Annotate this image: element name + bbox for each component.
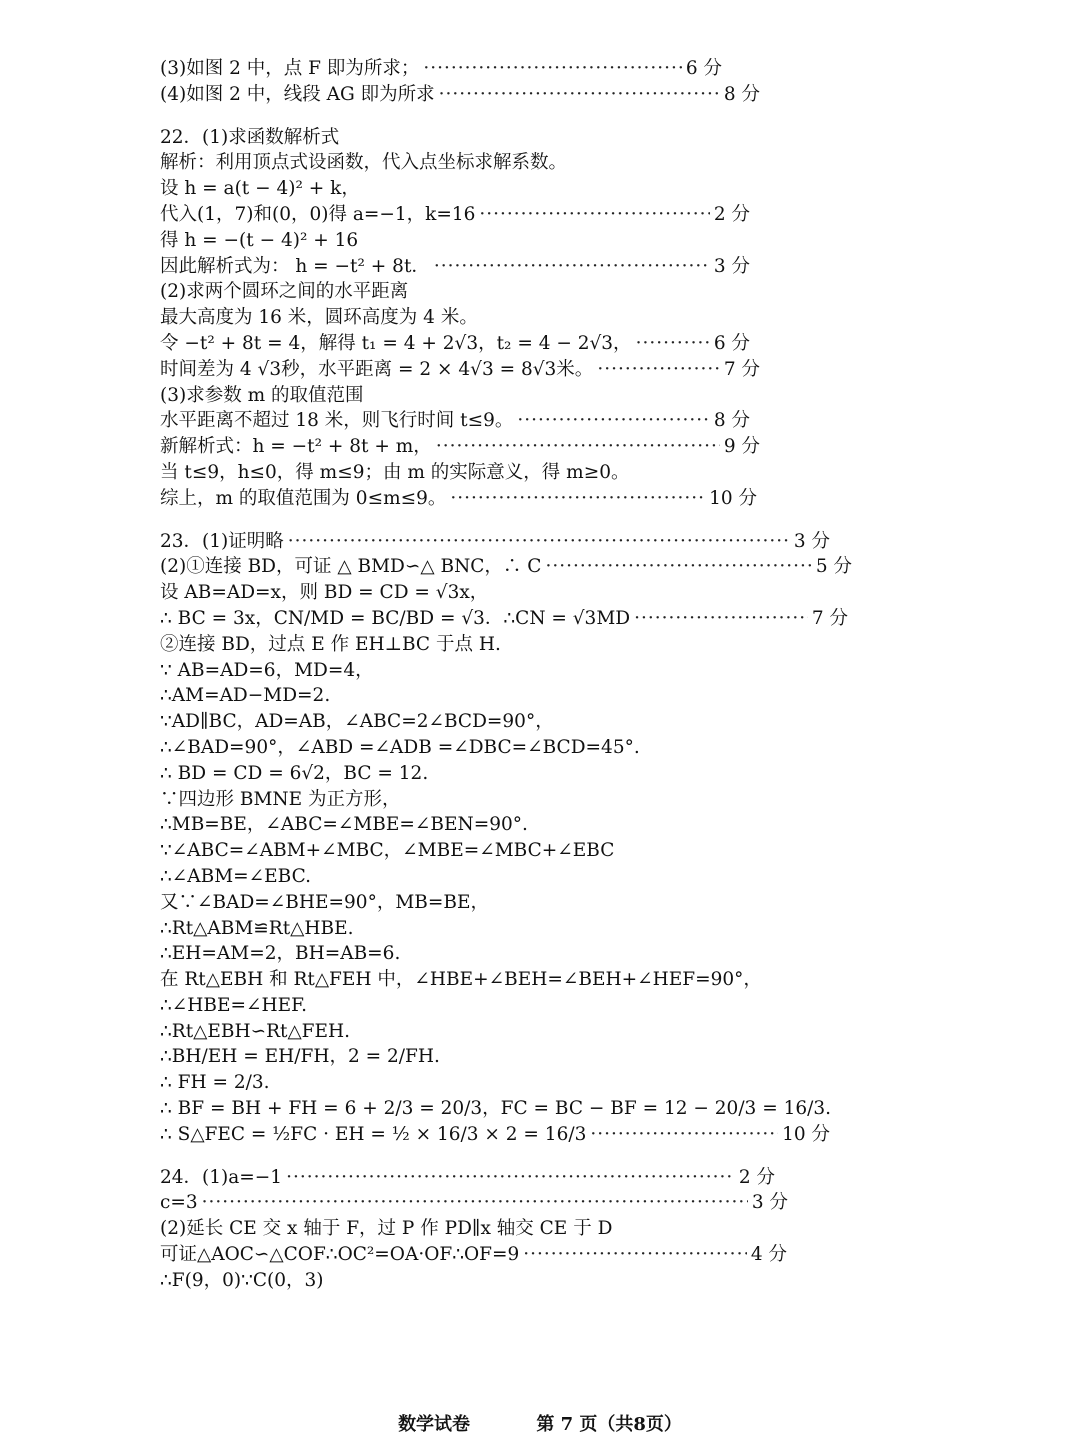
- answer-line: [160, 202, 750, 228]
- score-label: 6 分: [713, 332, 750, 354]
- score-label: 8 分: [723, 83, 760, 105]
- answer-text: c=3: [160, 1192, 198, 1214]
- answer-line: [160, 331, 750, 357]
- answer-line: [160, 305, 1040, 331]
- leader-dots: [517, 408, 709, 434]
- answer-text: ∴F(9，0)∵C(0，3): [160, 1269, 324, 1291]
- answer-line: [160, 1019, 1040, 1045]
- answer-line: [160, 1044, 1040, 1070]
- answer-line: [160, 1268, 1040, 1294]
- answer-text: 22．(1)求函数解析式: [160, 126, 340, 148]
- answer-line: [160, 1242, 787, 1268]
- answer-line: [160, 761, 1040, 787]
- answer-text: 23．(1)证明略: [160, 530, 284, 552]
- answer-text: ∴∠BAD=90°，∠ABD =∠ADB =∠DBC=∠BCD=45°.: [160, 736, 640, 758]
- answer-text: ∴ BF = BH + FH = 6 + 2/3 = 20/3，FC = BC − BF = 12 − 20/3 = 16/3.: [160, 1098, 832, 1120]
- answer-line: [160, 709, 1040, 735]
- leader-dots: [479, 202, 709, 228]
- answer-line: [160, 176, 1040, 202]
- answer-line: [160, 1122, 830, 1148]
- answer-line: [160, 1165, 775, 1191]
- section-gap: [160, 1148, 1040, 1165]
- answer-text: ∴MB=BE，∠ABC=∠MBE=∠BEN=90°.: [160, 814, 528, 836]
- footer-subject: 数学试卷: [398, 1414, 471, 1435]
- answer-line: [160, 580, 1040, 606]
- answer-text: 解析：利用顶点式设函数，代入点坐标求解系数。: [160, 152, 568, 174]
- answer-line: [160, 838, 1040, 864]
- leader-dots: [286, 1165, 735, 1191]
- answer-text: ∴ BC = 3x，CN/MD = BC/BD = √3．∴CN = √3MD: [160, 607, 631, 629]
- answer-text: ∴Rt△ABM≌Rt△HBE.: [160, 917, 354, 939]
- answer-text: 水平距离不超过 18 米，则飞行时间 t≤9。: [160, 410, 514, 432]
- answer-text: 得 h = −(t − 4)² + 16: [160, 229, 359, 251]
- leader-dots: [423, 56, 682, 82]
- answer-line: [160, 529, 830, 555]
- leader-dots: [590, 1122, 778, 1148]
- answer-text: 新解析式：h = −t² + 8t + m，: [160, 436, 432, 458]
- answer-text: (3)如图 2 中，点 F 即为所求；: [160, 58, 420, 79]
- answer-text: ∵四边形 BMNE 为正方形，: [160, 788, 401, 810]
- answer-text: ∵AD∥BC，AD=AB，∠ABC=2∠BCD=90°，: [160, 711, 554, 733]
- answer-text: (3)求参数 m 的取值范围: [160, 384, 364, 406]
- score-label: 7 分: [723, 358, 760, 380]
- leader-dots: [288, 529, 790, 555]
- page-footer: [0, 1410, 1080, 1436]
- answer-line: [160, 254, 750, 280]
- answer-text: 综上，m 的取值范围为 0≤m≤9。: [160, 487, 447, 509]
- score-label: 7 分: [811, 607, 848, 629]
- leader-dots: [436, 434, 720, 460]
- answer-line: [160, 632, 1040, 658]
- answer-text: ∵ AB=AD=6，MD=4，: [160, 659, 374, 681]
- answer-text: 时间差为 4 √3秒，水平距离 = 2 × 4√3 = 8√3米。: [160, 358, 594, 380]
- leader-dots: [634, 606, 808, 632]
- answer-line: [160, 486, 757, 512]
- score-label: 10 分: [709, 487, 757, 509]
- leader-dots: [523, 1242, 747, 1268]
- answer-line: [160, 554, 852, 580]
- answer-text: (2)延长 CE 交 x 轴于 F，过 P 作 PD∥x 轴交 CE 于 D: [160, 1218, 613, 1240]
- leader-dots: [202, 1190, 748, 1216]
- answer-text: 令 −t² + 8t = 4，解得 t₁ = 4 + 2√3，t₂ = 4 − 2√3，: [160, 332, 632, 354]
- answer-text: (4)如图 2 中，线段 AG 即为所求: [160, 83, 435, 105]
- score-label: 6 分: [685, 58, 722, 79]
- answer-line: [160, 941, 1040, 967]
- score-label: 3 分: [713, 255, 750, 277]
- score-label: 5 分: [815, 556, 852, 578]
- answer-text: 代入(1，7)和(0，0)得 a=−1，k=16: [160, 203, 476, 225]
- answer-text: ②连接 BD，过点 E 作 EH⊥BC 于点 H.: [160, 633, 501, 655]
- leader-dots: [439, 82, 720, 108]
- answer-line: [160, 735, 1040, 761]
- answer-text: ∴∠ABM=∠EBC.: [160, 865, 311, 887]
- answer-text: (2)①连接 BD，可证 △ BMD∽△ BNC，∴ C: [160, 556, 542, 578]
- section-gap: [160, 108, 1040, 125]
- footer-page-number: 第 7 页（共8页）: [536, 1414, 682, 1435]
- answer-text: ∴∠HBE=∠HEF.: [160, 994, 307, 1016]
- answer-line: [160, 812, 1040, 838]
- answer-text: ∴ BD = CD = 6√2，BC = 12.: [160, 762, 429, 784]
- answer-text: 24．(1)a=−1: [160, 1166, 283, 1188]
- answer-text: ∴ FH = 2/3.: [160, 1072, 270, 1094]
- answer-line: [160, 460, 1040, 486]
- leader-dots: [545, 554, 811, 580]
- answer-text: ∴ S△FEC = ½FC · EH = ½ × 16/3 × 2 = 16/3: [160, 1123, 587, 1145]
- answer-text: 可证△AOC∽△COF∴OC²=OA·OF∴OF=9: [160, 1244, 520, 1266]
- answer-line: [160, 1216, 1040, 1242]
- answer-line: [160, 1096, 1040, 1122]
- answer-line: [160, 658, 1040, 684]
- score-label: 8 分: [713, 410, 750, 432]
- answer-text: 又∵∠BAD=∠BHE=90°，MB=BE，: [160, 891, 489, 913]
- answer-line: [160, 408, 750, 434]
- answer-line: [160, 916, 1040, 942]
- answer-text: 最大高度为 16 米，圆环高度为 4 米。: [160, 307, 478, 329]
- leader-dots: [434, 254, 710, 280]
- answer-line: [160, 125, 1040, 151]
- answer-line: [160, 993, 1040, 1019]
- answer-text: 设 AB=AD=x，则 BD = CD = √3x，: [160, 582, 489, 604]
- answer-text: ∴BH/EH = EH/FH，2 = 2/FH.: [160, 1046, 440, 1068]
- answer-line: [160, 56, 722, 82]
- leader-dots: [450, 486, 705, 512]
- answer-text: 在 Rt△EBH 和 Rt△FEH 中，∠HBE+∠BEH=∠BEH+∠HEF=90°，: [160, 969, 762, 991]
- answer-line: [160, 357, 760, 383]
- answer-text: 当 t≤9，h≤0，得 m≤9；由 m 的实际意义，得 m≥0。: [160, 461, 630, 483]
- answer-line: [160, 279, 1040, 305]
- answer-content: [160, 56, 1040, 1294]
- answer-text: 设 h = a(t − 4)² + k，: [160, 178, 360, 200]
- leader-dots: [636, 331, 710, 357]
- answer-line: [160, 228, 1040, 254]
- section-gap: [160, 512, 1040, 529]
- answer-line: [160, 434, 760, 460]
- answer-line: [160, 1190, 788, 1216]
- answer-text: (2)求两个圆环之间的水平距离: [160, 281, 409, 303]
- answer-line: [160, 82, 760, 108]
- answer-line: [160, 890, 1040, 916]
- answer-text: 因此解析式为： h = −t² + 8t．: [160, 255, 430, 277]
- score-label: 2 分: [738, 1166, 775, 1188]
- score-label: 3 分: [793, 530, 830, 552]
- answer-line: [160, 1070, 1040, 1096]
- answer-text: ∴AM=AD−MD=2.: [160, 685, 331, 707]
- answer-line: [160, 787, 1040, 813]
- leader-dots: [597, 357, 720, 383]
- answer-line: [160, 606, 848, 632]
- answer-line: [160, 150, 1040, 176]
- answer-line: [160, 967, 1040, 993]
- score-label: 2 分: [713, 203, 750, 225]
- answer-text: ∴EH=AM=2，BH=AB=6.: [160, 943, 401, 965]
- answer-text: ∵∠ABC=∠ABM+∠MBC，∠MBE=∠MBC+∠EBC: [160, 840, 615, 862]
- score-label: 9 分: [723, 436, 760, 458]
- score-label: 3 分: [751, 1192, 788, 1214]
- answer-text: ∴Rt△EBH∽Rt△FEH.: [160, 1020, 351, 1042]
- answer-line: [160, 683, 1040, 709]
- score-label: 10 分: [782, 1123, 830, 1145]
- score-label: 4 分: [750, 1244, 787, 1266]
- answer-line: [160, 383, 1040, 409]
- answer-line: [160, 864, 1040, 890]
